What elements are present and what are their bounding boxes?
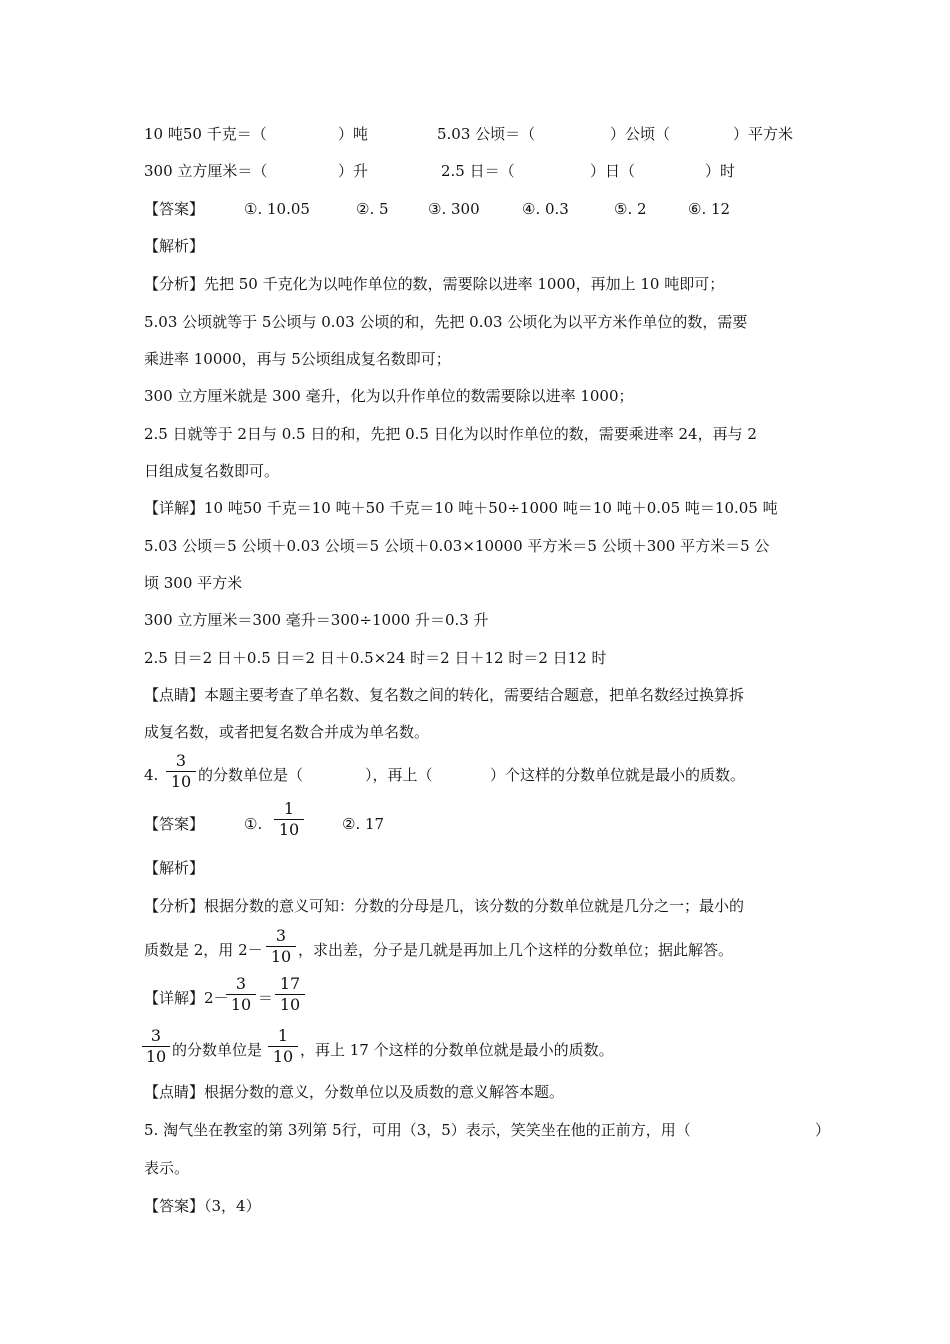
q3-answer-1: ①. 10.05 — [244, 200, 310, 218]
q3-detail-line: 【详解】10 吨50 千克＝10 吨＋50 千克＝10 吨＋50÷1000 吨＝10 吨＋0.05 吨＝10.05 吨 — [144, 499, 778, 517]
q5-line1: 5. 淘气坐在教室的第 3列第 5行，可用（3，5）表示，笑笑坐在他的正前方，用（ — [144, 1121, 691, 1139]
q4-unit-line-unit-fraction — [268, 1027, 298, 1066]
q3-analysis-line: 2.5 日就等于 2日与 0.5 日的和，先把 0.5 日化为以时作单位的数，需要乘进率 24，再与 2 — [144, 425, 757, 443]
q3-jiexi: 【解析】 — [144, 237, 205, 255]
q3-answer-5: ⑤. 2 — [614, 200, 647, 218]
q3-row2-a: 300 立方厘米＝（ — [144, 162, 268, 180]
q3-dianjing-line: 【点睛】本题主要考查了单名数、复名数之间的转化，需要结合题意，把单名数经过换算拆 — [144, 686, 745, 704]
q4-answer-2: ②. 17 — [342, 815, 385, 833]
q3-row2-a-unit: ）升 — [338, 162, 369, 180]
q3-row1-a-unit: ）吨 — [338, 125, 369, 143]
q4-unit-line-fraction-numerator: 3 — [150, 1026, 162, 1045]
q3-analysis-line: 【分析】先把 50 千克化为以吨作单位的数，需要除以进率 1000，再加上 10 吨即可； — [144, 275, 725, 293]
q4-detail-fraction-1-denominator: 10 — [230, 995, 252, 1014]
q3-row1-b: 5.03 公顷＝（ — [437, 125, 536, 143]
q4-unit-line-fraction-denominator: 10 — [145, 1047, 167, 1066]
q4-unit-line-unit-numerator: 1 — [277, 1026, 289, 1045]
q4-fraction-denominator: 10 — [170, 772, 192, 791]
q4-unit-line-text-b: ，再上 17 个这样的分数单位就是最小的质数。 — [300, 1041, 614, 1059]
q4-answer-1-fraction — [274, 800, 304, 839]
q5-line2: 表示。 — [144, 1159, 190, 1177]
q4-answer-1-prefix: ①. — [244, 815, 263, 833]
q3-answer-label: 【答案】 — [144, 200, 205, 218]
q3-row2-b-unit1: ）日（ — [590, 162, 636, 180]
q3-detail-line: 5.03 公顷＝5 公顷＋0.03 公顷＝5 公顷＋0.03×10000 平方米＝5 公顷＋300 平方米＝5 公 — [144, 537, 770, 555]
q4-unit-line-fraction — [142, 1027, 170, 1066]
q3-answer-2: ②. 5 — [356, 200, 389, 218]
q3-row2-b-unit2: ）时 — [705, 162, 736, 180]
q4-detail-fraction-2-numerator: 17 — [279, 974, 301, 993]
q4-dianjing: 【点睛】根据分数的意义，分数单位以及质数的意义解答本题。 — [144, 1083, 565, 1101]
q3-dianjing-line: 成复名数，或者把复名数合并成为单名数。 — [144, 723, 430, 741]
q4-unit-line-text-a: 的分数单位是 — [172, 1041, 263, 1059]
q3-analysis-line: 乘进率 10000，再与 5公顷组成复名数即可； — [144, 350, 451, 368]
q4-analysis-fraction-numerator: 3 — [275, 926, 287, 945]
q4-detail-fraction-1-numerator: 3 — [235, 974, 247, 993]
q4-text-b: ），再上（ — [365, 766, 433, 784]
q3-answer-6: ⑥. 12 — [688, 200, 731, 218]
q4-detail-label: 【详解】2－ — [144, 989, 229, 1007]
q3-row1-a: 10 吨50 千克＝（ — [144, 125, 267, 143]
q4-number: 4. — [144, 766, 159, 784]
q4-analysis-line1: 【分析】根据分数的意义可知：分数的分母是几，该分数的分数单位就是几分之一；最小的 — [144, 897, 745, 915]
q5-line1-end: ） — [815, 1121, 831, 1139]
q3-analysis-line: 300 立方厘米就是 300 毫升，化为以升作单位的数需要除以进率 1000； — [144, 387, 634, 405]
q4-analysis-line2-b: ，求出差，分子是几就是再加上几个这样的分数单位；据此解答。 — [298, 941, 734, 959]
q4-text-a: 的分数单位是（ — [198, 766, 304, 784]
q3-row1-b-unit2: ）平方米 — [733, 125, 794, 143]
q4-analysis-fraction — [266, 927, 296, 966]
q4-answer-label: 【答案】 — [144, 815, 205, 833]
q3-detail-line: 顷 300 平方米 — [144, 574, 243, 592]
q3-analysis-line: 日组成复名数即可。 — [144, 462, 280, 480]
q4-detail-equals: ＝ — [258, 989, 274, 1007]
q3-detail-line: 300 立方厘米＝300 毫升＝300÷1000 升＝0.3 升 — [144, 611, 489, 629]
q4-answer-1-numerator: 1 — [283, 799, 295, 818]
q3-answer-3: ③. 300 — [428, 200, 480, 218]
q4-answer-1-denominator: 10 — [278, 820, 300, 839]
q4-fraction — [166, 752, 196, 791]
q4-detail-fraction-2-denominator: 10 — [279, 995, 301, 1014]
q3-answer-4: ④. 0.3 — [522, 200, 569, 218]
q4-unit-line-unit-denominator: 10 — [272, 1047, 294, 1066]
q5-answer: 【答案】（3，4） — [144, 1197, 261, 1215]
q4-text-c: ）个这样的分数单位就是最小的质数。 — [490, 766, 746, 784]
q3-detail-line: 2.5 日＝2 日＋0.5 日＝2 日＋0.5×24 时＝2 日＋12 时＝2 日12 时 — [144, 649, 607, 667]
q4-detail-fraction-1 — [226, 975, 256, 1014]
q4-fraction-numerator: 3 — [175, 751, 187, 770]
q3-row2-b: 2.5 日＝（ — [441, 162, 515, 180]
q4-detail-fraction-2 — [275, 975, 305, 1014]
q3-analysis-line: 5.03 公顷就等于 5公顷与 0.03 公顷的和，先把 0.03 公顷化为以平方米作单位的数，需要 — [144, 313, 748, 331]
q3-row1-b-unit1: ）公顷（ — [610, 125, 671, 143]
q4-jiexi: 【解析】 — [144, 859, 205, 877]
q4-analysis-line2-a: 质数是 2，用 2－ — [144, 941, 263, 959]
q4-analysis-fraction-denominator: 10 — [270, 947, 292, 966]
